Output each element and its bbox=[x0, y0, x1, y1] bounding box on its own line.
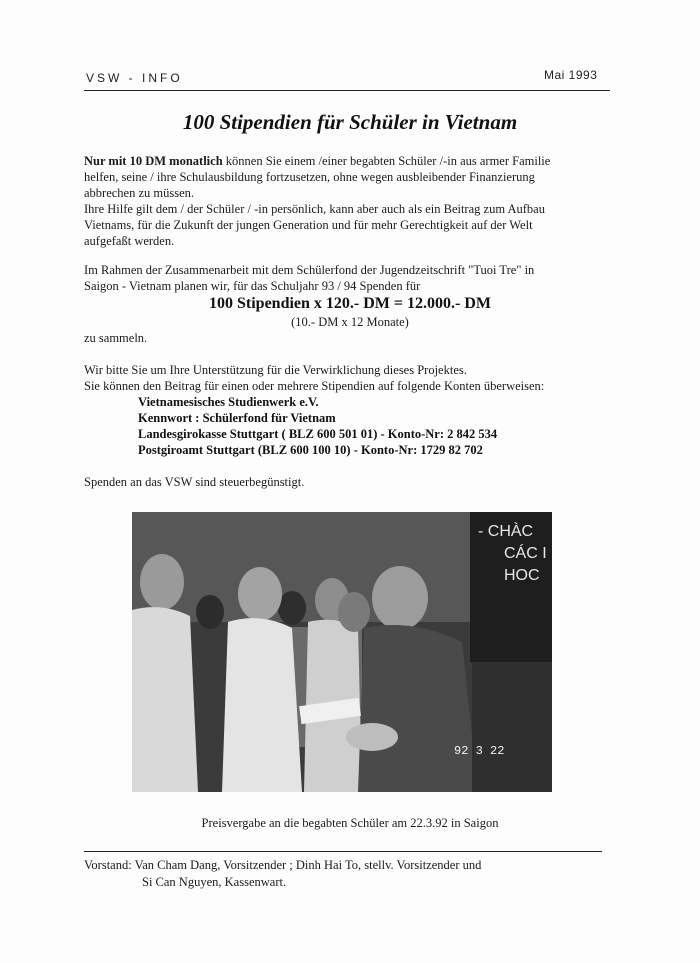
tax-note: Spenden an das VSW sind steuerbegünstigt. bbox=[84, 475, 305, 489]
intro-bold-lead: Nur mit 10 DM monatlich bbox=[84, 154, 223, 168]
intro-line-2: helfen, seine / ihre Schulausbildung fortzusetzen, ohne wegen ausbleibender Finanzierung bbox=[84, 170, 535, 184]
photo-caption: Preisvergabe an die begabten Schüler am 22.3.92 in Saigon bbox=[201, 816, 499, 830]
header-left: VSW - INFO bbox=[86, 71, 183, 85]
support-line-1: Wir bitte Sie um Ihre Unterstützung für die Verwirklichung dieses Projektes. bbox=[84, 363, 467, 377]
footer-line-1: Vorstand: Van Cham Dang, Vorsitzender ; Dinh Hai To, stellv. Vorsitzender und bbox=[84, 858, 482, 872]
frame-line-3: zu sammeln. bbox=[84, 331, 148, 345]
footer-rule bbox=[84, 851, 602, 852]
banner-text-1: - CHÀC bbox=[478, 523, 534, 540]
donation-formula: 100 Stipendien x 120.- DM = 12.000.- DM bbox=[209, 295, 491, 312]
donation-formula-note: (10.- DM x 12 Monate) bbox=[291, 315, 409, 329]
intro-line-1 bbox=[84, 153, 614, 169]
page-title: 100 Stipendien für Schüler in Vietnam bbox=[182, 110, 518, 134]
frame-line-1: Im Rahmen der Zusammenarbeit mit dem Schülerfond der Jugendzeitschrift "Tuoi Tre" in bbox=[84, 263, 535, 277]
intro-line-6: aufgefaßt werden. bbox=[84, 234, 175, 248]
award-photo bbox=[132, 512, 552, 792]
banner-text-3: HOC bbox=[504, 567, 540, 584]
header-rule bbox=[84, 90, 610, 91]
frame-line-2: Saigon - Vietnam planen wir, für das Schuljahr 93 / 94 Spenden für bbox=[84, 279, 421, 293]
intro-line-3: abbrechen zu müssen. bbox=[84, 186, 195, 200]
account-bank-2: Postgiroamt Stuttgart (BLZ 600 100 10) - Konto-Nr: 1729 82 702 bbox=[138, 443, 483, 457]
award-photo-graphic bbox=[132, 512, 552, 792]
intro-line-1-rest: können Sie einem /einer begabten Schüler /-in aus armer Familie bbox=[222, 154, 551, 168]
intro-line-5: Vietnams, für die Zukunft der jungen Generation und für mehr Gerechtigkeit auf der Welt bbox=[84, 218, 533, 232]
account-keyword: Kennwort : Schülerfond für Vietnam bbox=[138, 411, 336, 425]
intro-paragraph bbox=[84, 153, 614, 249]
support-line-2: Sie können den Beitrag für einen oder mehrere Stipendien auf folgende Konten überweisen: bbox=[84, 379, 545, 393]
footer-line-2: Si Can Nguyen, Kassenwart. bbox=[142, 875, 287, 889]
photo-date-stamp: 92 3 22 bbox=[454, 744, 505, 758]
intro-line-4: Ihre Hilfe gilt dem / der Schüler / -in persönlich, kann aber auch als ein Beitrag zum Aufbau bbox=[84, 202, 545, 216]
banner-text-2: CÁC I bbox=[504, 545, 547, 562]
frame-paragraph bbox=[84, 262, 614, 294]
account-bank-1: Landesgirokasse Stuttgart ( BLZ 600 501 01) - Konto-Nr: 2 842 534 bbox=[138, 427, 498, 441]
account-org: Vietnamesisches Studienwerk e.V. bbox=[138, 395, 319, 409]
header-date: Mai 1993 bbox=[544, 68, 598, 82]
